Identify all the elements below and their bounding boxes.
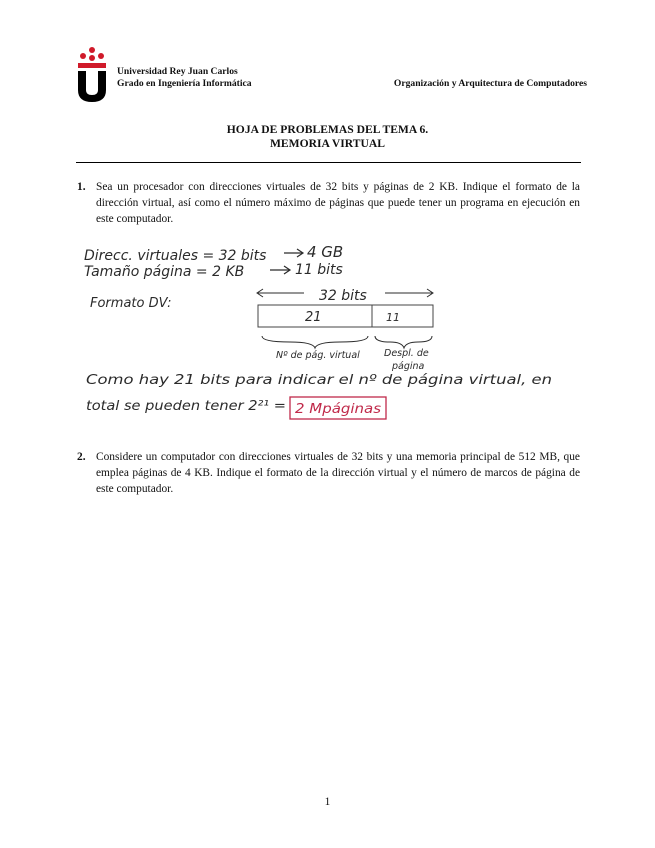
problem-2-text: Considere un computador con direcciones virtuales de 32 bits y una memoria principal de 512 MB, que emplea páginas de 4 KB. Indique el formato de la dirección virtual y el número de marcos de página de este computador. xyxy=(96,451,580,495)
hw-4gb: 4 GB xyxy=(307,243,344,261)
hw-page-size: Tamaño página = 2 KB xyxy=(84,264,245,280)
hw-brace-page xyxy=(262,336,368,348)
hw-answer: 2 Mpáginas xyxy=(295,402,382,417)
sheet-subtitle: MEMORIA VIRTUAL xyxy=(269,137,385,150)
hw-label-page: Nº de pág. virtual xyxy=(276,350,360,361)
hw-answer-box xyxy=(290,397,386,419)
hw-conclusion-2: total se pueden tener 2²¹ = xyxy=(86,399,286,414)
hw-virtual-addresses: Direcc. virtuales = 32 bits xyxy=(84,248,267,264)
hw-address-box xyxy=(258,305,433,327)
university-logo xyxy=(74,46,110,102)
hw-arrowhead-1 xyxy=(297,249,303,257)
degree-name: Grado en Ingeniería Informática xyxy=(117,78,252,89)
hw-arrowhead-2 xyxy=(284,266,290,274)
problem-2-number: 2. xyxy=(77,451,86,463)
hw-conclusion-1: Como hay 21 bits para indicar el nº de página virtual, en xyxy=(86,373,552,388)
page-number: 1 xyxy=(324,796,331,808)
university-name: Universidad Rey Juan Carlos xyxy=(117,66,238,77)
hw-label-offset-1: Despl. de xyxy=(384,348,429,359)
title-divider xyxy=(76,162,581,163)
problem-1-text: Sea un procesador con direcciones virtuales de 32 bits y páginas de 2 KB. Indique el formato de la dirección virtual, así como el número máximo de páginas que puede tener un programa en ejecución en este computador. xyxy=(96,181,580,225)
hw-brace-offset xyxy=(375,336,432,348)
hw-field-page: 21 xyxy=(305,310,322,325)
hw-field-offset: 11 xyxy=(386,311,400,324)
sheet-title: HOJA DE PROBLEMAS DEL TEMA 6. xyxy=(226,123,429,136)
hw-label-offset-2: página xyxy=(392,361,425,372)
hw-32-bits: 32 bits xyxy=(319,288,367,304)
hw-11-bits: 11 bits xyxy=(295,262,343,278)
hw-format-label: Formato DV: xyxy=(90,296,172,311)
course-name: Organización y Arquitectura de Computadores xyxy=(393,78,587,89)
problem-1-number: 1. xyxy=(77,181,86,193)
